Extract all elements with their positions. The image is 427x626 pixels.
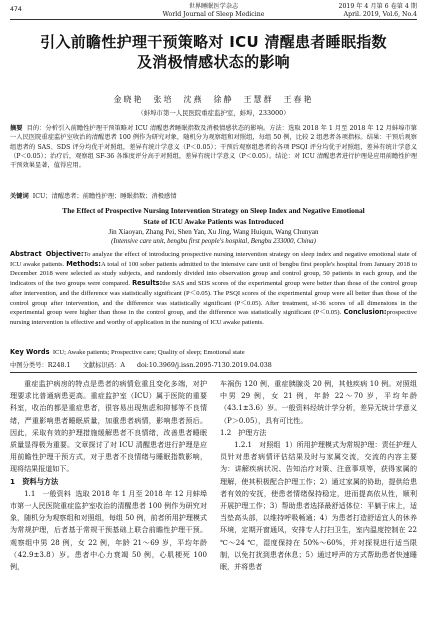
page-number: 474	[10, 6, 22, 13]
english-title-line-2: State of ICU Awake Patients was Introduced	[143, 217, 284, 226]
subsection-heading-general-data: 1.1 一般资料	[24, 488, 71, 498]
issue-cn: 2019 年 4 月第 6 卷第 4 期	[338, 3, 417, 10]
general-data-paragraph: 选取 2018 年 1 月至 2018 年 12 月蚌埠市第一人民医院重症监护室收治的清醒患者 100 例作为研究对象，随机分为观察组和对照组，每组 50 例，前者所用护理模式为常规护理，后者基于常规干预基础上联合前瞻性护理干预。观察组中男 28 例，女 22 例，年龄 21～69 岁，平均年龄（42.9±3.8）岁。患者中心力衰竭 50 例，心肌梗死 100 例，	[10, 488, 207, 572]
objective-text: To analyze the effect of introducing prospective nursing intervention strategy on sleep index and negative emotional state of ICU awake patients.	[10, 251, 418, 268]
abstract-label-en: Abstract	[10, 250, 42, 258]
title-line-1: 引入前瞻性护理干预策略对 ICU 清醒患者睡眠指数	[40, 33, 387, 51]
objective-label: Objective:	[45, 250, 84, 258]
english-affiliation: (Intensive care unit, bengbu first people's hospital, Bengbu 233000, China)	[111, 238, 316, 245]
conclusion-label: Conclusion:	[343, 308, 387, 317]
english-abstract	[10, 250, 417, 328]
control-group-paragraph: 1）所用护理模式为常规护理：责任护理人员针对患者病情评估结果及时与家属交流，交流的内容主要为：讲解疾病状况、告知治疗对策、注意事项等，获得家属的理解，使其积极配合护理工作；2）通过家属的协助，提供给患者有效的安抚，使患者情绪保持稳定，进而提高依从性，顺利开展护理工作；3）帮助患者选择最舒适体位：平躺于床上，适当垫高头部，以维持呼吸畅通；4）为患者打造舒适宜人的休养环境，定期开窗通风，安排专人打扫卫生，室内温度控制在 22 ℃～24 ℃，湿度保持在 50%～60%，并对探视进行适当限制，以免打扰到患者休息；5）通过呼声的方式帮助患者快速睡眠，并将患者	[220, 440, 417, 572]
journal-name-cn: 世界睡眠医学杂志	[188, 3, 239, 10]
abstract-text-cn: 目的：分析引入前瞻性护理干预策略对 ICU 清醒患者睡眠指数及消极情感状态的影响。方法：选取 2018 年 1 月至 2018 年 12 月蚌埠市第一人民医院重症监护室收治的清醒患者 100 例作为研究对象，随机分为观察组和对照组，每组 50 例，比较 2 组患者各项指标。结果：干预后观察组患者的 SAS、SDS 评分均优于对照组，差异有统计学意义（P＜0.05）；干预后观察组患者的各项 PSQI 评分均优于对照组，差异有统计学意义（P＜0.05）；治疗后，观察组 SF-36 各维度评分高于对照组，差异有统计学意义（P＜0.05）。结论：对 ICU 清醒患者进行护理是应用前瞻性护理干预效果显著，值得应用。	[10, 125, 418, 170]
body-column-left	[10, 378, 207, 573]
general-data-continued: 车祸伤 120 例，重症胰腺炎 20 例，其他疾病 10 例。对照组中男 29 例，女 21 例，年龄 22～70 岁，平均年龄（43.1±3.6）岁。一般资料经统计学分析，差异无统计学意义（P＞0.05），具有可比性。	[220, 379, 417, 425]
keywords-label-cn: 关键词	[10, 193, 29, 200]
english-title-line-1: The Effect of Prospective Nursing Intervention Strategy on Sleep Index and Negative Emotional	[62, 206, 365, 215]
affiliation: （蚌埠市第一人民医院重症监护室，蚌埠，233000）	[137, 109, 290, 117]
title-line-2: 及消极情感状态的影响	[136, 53, 290, 71]
methods-text: A total of 100 sober patients admitted to the intensive care unit of bengbu first people's hospital from January 2018 to December 2018 were selected as study subjects, and randomly divided into observation group and control group, 50 patients in each group, and the indicators of the two groups were compared.	[10, 260, 417, 288]
section-rule	[10, 372, 417, 373]
authors: 金晓艳 张培 沈燕 徐静 王慧群 王春艳	[113, 95, 314, 104]
article-title	[8, 32, 419, 72]
intro-paragraph: 重症监护病房的特点是患者的病情危重且变化多端，对护理要求比普通病患更高。重症监护室（ICU）属于医院的重要科室，收治的都是重症患者，很容易出现焦虑和抑郁等不良情绪，严重影响患者睡眠质量，加重患者病情，影响患者预后。因此，采取有效的护理措施缓解患者不良情绪，改善患者睡眠质量显得极为重要。文章探讨了对 ICU 清醒患者进行护理是应用前瞻性护理干预方式，对于患者不良情绪与睡眠指数影响，现将结果报道如下。	[10, 379, 207, 474]
keywords-text-cn: ICU；清醒患者；前瞻性护理；睡眠指数；消极感情	[32, 193, 177, 200]
methods-label: Methods:	[66, 259, 101, 268]
running-header	[10, 2, 417, 24]
english-title	[0, 205, 427, 227]
chinese-abstract	[10, 124, 417, 170]
journal-name-en: World Journal of Sleep Medicine	[162, 11, 265, 18]
body-column-right	[220, 378, 417, 573]
issue-en: April. 2019, Vol.6, No.4	[343, 11, 417, 18]
abstract-label-cn: 摘要	[10, 125, 23, 132]
results-text: the SAS and SDS scores of the experimental group were better than those of the control group after intervention, and the difference was statistically significant (P＜0.05). The PSQI scores of the experimental group were all better than those of the control group after intervention, and the difference was statistically significant (P＜0.05). After treatment, sf-36 scores of all dimensions in the experimental group were higher than those in the control group, and the difference was statistically significant (P＜0.05).	[10, 280, 417, 317]
english-keywords	[10, 348, 417, 358]
english-authors: Jin Xiaoyan, Zhang Pei, Shen Yan, Xu Jing, Wang Huiqun, Wang Chunyan	[108, 228, 319, 236]
section-heading-materials-methods: 1 资料与方法	[10, 476, 59, 486]
subsection-heading-control-group: 1.2.1 对照组	[234, 440, 281, 450]
doi: doi:10.3969/j.issn.2095-7130.2019.04.038	[136, 362, 272, 369]
subsection-heading-nursing-methods: 1.2 护理方法	[220, 427, 267, 437]
conclusion-text: prospective nursing intervention is effective and worthy of application in the nursing of ICU awake patients.	[10, 309, 417, 326]
document-code: 文献标识码：A	[82, 362, 125, 369]
keywords-label-en: Key Words	[10, 348, 50, 356]
chinese-keywords	[10, 192, 417, 201]
clc-number: 中图分类号：R248.1	[10, 362, 71, 369]
keywords-text-en: ICU; Awake patients; Prospective care; Quality of sleep; Emotional state	[52, 349, 245, 356]
classification-line	[10, 360, 417, 369]
results-label: Results:	[132, 279, 163, 288]
header-rule	[10, 19, 417, 20]
